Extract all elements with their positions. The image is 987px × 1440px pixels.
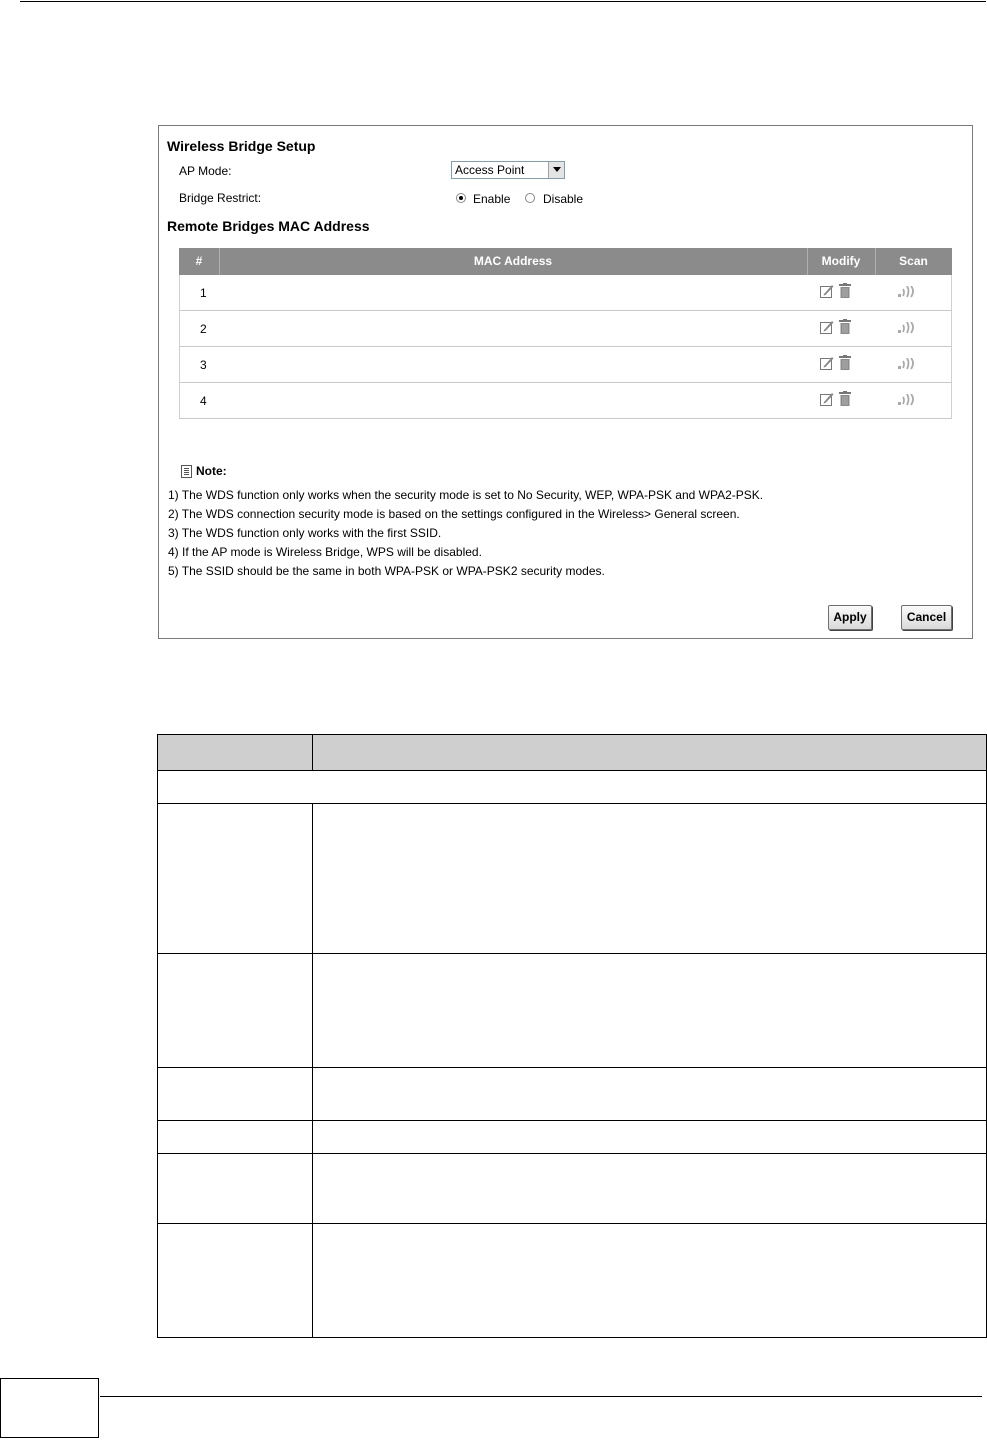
- row-number: 2: [200, 322, 207, 336]
- trash-icon[interactable]: [839, 283, 851, 298]
- table-row: [157, 1224, 987, 1338]
- enable-radio[interactable]: [456, 193, 466, 203]
- signal-icon[interactable]: [898, 394, 918, 406]
- col-number: #: [195, 254, 203, 268]
- note-line: 2) The WDS connection security mode is based on the settings configured in the Wireless> General screen.: [168, 507, 740, 521]
- note-line: 4) If the AP mode is Wireless Bridge, WPS will be disabled.: [168, 545, 482, 559]
- row-number: 3: [200, 358, 207, 372]
- note-line: 5) The SSID should be the same in both WPA-PSK or WPA-PSK2 security modes.: [168, 564, 605, 578]
- trash-icon[interactable]: [839, 355, 851, 370]
- disable-radio[interactable]: [525, 193, 535, 203]
- trash-icon[interactable]: [839, 391, 851, 406]
- col-scan: Scan: [899, 254, 928, 268]
- page-number-box: [0, 1378, 99, 1438]
- apply-button[interactable]: Apply: [828, 605, 872, 630]
- signal-icon[interactable]: [898, 358, 918, 370]
- table-row: [157, 771, 987, 804]
- ap-mode-select[interactable]: [451, 161, 565, 179]
- signal-icon[interactable]: [898, 286, 918, 298]
- table-header: [179, 248, 952, 275]
- footer-rule: [100, 1396, 982, 1397]
- table-row: [157, 1154, 987, 1224]
- ap-mode-label: AP Mode:: [179, 164, 232, 178]
- edit-icon[interactable]: [820, 392, 834, 406]
- ap-mode-value: Access Point: [455, 163, 525, 177]
- table-row: [179, 311, 952, 347]
- table-row: [179, 347, 952, 383]
- trash-icon[interactable]: [839, 319, 851, 334]
- table-row: [157, 954, 987, 1068]
- row-number: 4: [200, 394, 207, 408]
- description-table-header: [157, 734, 987, 771]
- signal-icon[interactable]: [898, 322, 918, 334]
- cancel-button[interactable]: Cancel: [901, 605, 952, 630]
- table-row: [179, 383, 952, 419]
- edit-icon[interactable]: [820, 356, 834, 370]
- table-row: [157, 1121, 987, 1154]
- section-title: Wireless Bridge Setup: [167, 138, 316, 154]
- bridge-restrict-label: Bridge Restrict:: [179, 191, 262, 205]
- edit-icon[interactable]: [820, 284, 834, 298]
- chevron-down-icon[interactable]: [548, 162, 564, 178]
- table-row: [179, 275, 952, 311]
- note-line: 3) The WDS function only works with the first SSID.: [168, 526, 442, 540]
- enable-label: Enable: [473, 192, 511, 206]
- disable-label: Disable: [543, 192, 584, 206]
- wireless-bridge-panel: [158, 125, 973, 639]
- table-row: [157, 1068, 987, 1121]
- col-mac-address: MAC Address: [473, 254, 553, 268]
- note-title: Note:: [196, 464, 227, 478]
- note-icon: [181, 465, 192, 478]
- description-table: [157, 734, 987, 1338]
- edit-icon[interactable]: [820, 320, 834, 334]
- table-row: [157, 804, 987, 954]
- header-rule: [20, 1, 986, 2]
- note-line: 1) The WDS function only works when the security mode is set to No Security, WEP, WPA-PSK and WPA2-PSK.: [168, 488, 764, 502]
- col-modify: Modify: [821, 254, 861, 268]
- row-number: 1: [200, 286, 207, 300]
- remote-bridges-title: Remote Bridges MAC Address: [167, 218, 370, 234]
